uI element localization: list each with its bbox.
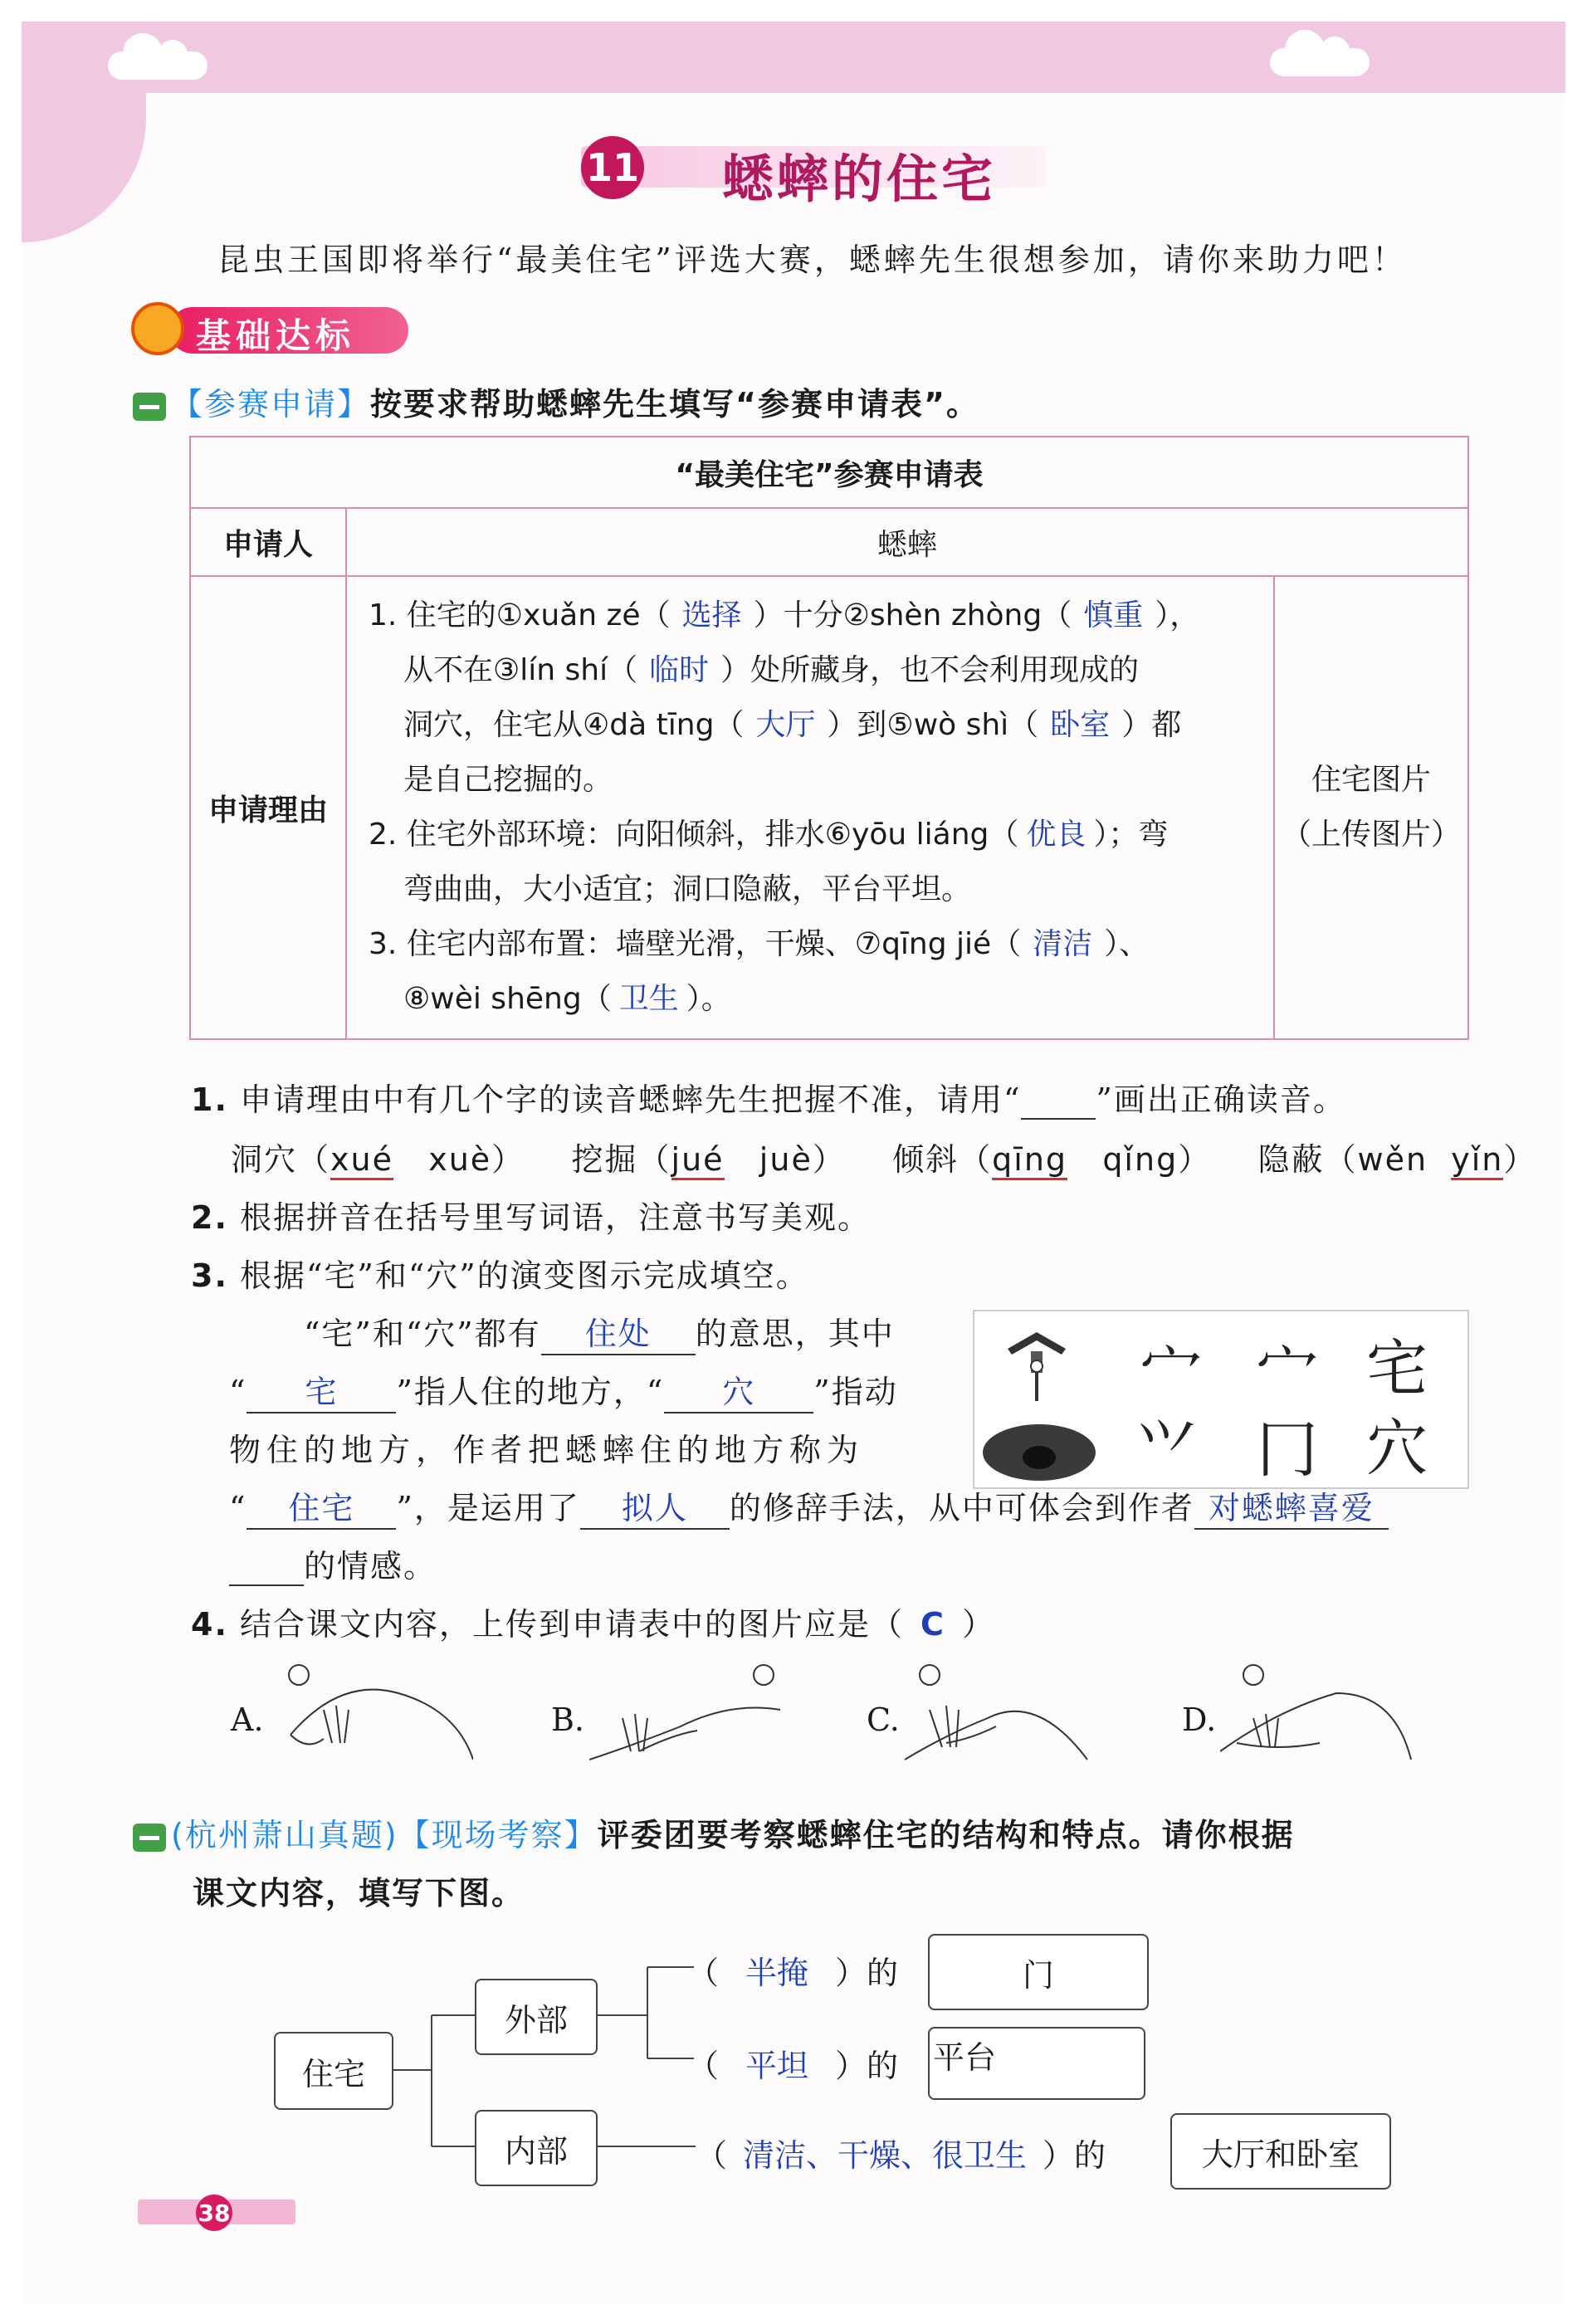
reason-text: 从不在③lín shí（ xyxy=(403,653,638,687)
q3-text: ”指动 xyxy=(813,1374,898,1410)
underline-sample xyxy=(1021,1081,1096,1120)
lesson-title: 蟋蟀的住宅 xyxy=(722,149,997,209)
ancient-zhai-1: ⼧ xyxy=(1140,1336,1202,1408)
picture-cell xyxy=(1274,576,1468,1039)
word-4: 隐蔽（wěn xyxy=(1257,1141,1428,1178)
medal-icon xyxy=(131,302,184,355)
question-1 xyxy=(191,1074,1346,1120)
word-3: 倾斜（ xyxy=(892,1141,993,1178)
page-number-badge xyxy=(138,2195,295,2228)
wrong-pinyin-1: xuè） xyxy=(428,1141,525,1178)
option-b-label: B. xyxy=(551,1702,585,1738)
answer-4: 大厅 xyxy=(755,708,816,742)
q3-answer-4: 住宅 xyxy=(247,1482,396,1530)
reason-text: 是自己挖掘的。 xyxy=(403,763,613,797)
door-box: 门 xyxy=(928,1934,1149,2010)
option-c-label: C. xyxy=(867,1702,900,1738)
reason-text: 洞穴，住宅从④dà tīng（ xyxy=(403,708,745,742)
reason-text: ）处所藏身，也不会利用现成的 xyxy=(720,653,1140,687)
correct-pinyin-3: qīng xyxy=(992,1141,1067,1180)
reason-text: ）；弯 xyxy=(1093,818,1169,852)
wrong-pinyin-2: juè） xyxy=(759,1141,846,1178)
reason-content xyxy=(346,576,1274,1039)
section-two-icon xyxy=(133,1824,166,1852)
section1-heading xyxy=(133,378,979,424)
correct-pinyin-2: jué xyxy=(671,1141,725,1180)
option-d-burrow-drawing xyxy=(1220,1660,1419,1768)
reason-text: 1. 住宅的①xuǎn zé（ xyxy=(369,598,671,632)
q3-text: “ xyxy=(229,1490,247,1526)
ancient-zhai-2: ⼧ xyxy=(1257,1336,1318,1408)
picture-note: （上传图片） xyxy=(1281,818,1461,852)
question-number: 3. xyxy=(191,1257,228,1294)
word-1: 洞穴（ xyxy=(231,1141,331,1178)
inner-box: 内部 xyxy=(475,2110,598,2186)
q3-text: “ xyxy=(229,1374,247,1410)
answer-3: 临时 xyxy=(649,653,710,687)
option-a-burrow-drawing xyxy=(274,1660,473,1768)
section-one-icon xyxy=(133,393,166,421)
question-number: 4. xyxy=(191,1606,228,1643)
cloud-decoration xyxy=(108,51,208,80)
q3-text: 的修辞手法，从中可体会到作者 xyxy=(729,1490,1194,1526)
house-pictogram xyxy=(1008,1332,1066,1401)
q3-text: 的意思，其中 xyxy=(695,1316,895,1352)
badge-label: 基础达标 xyxy=(196,315,356,356)
q3-line-3: 物住的地方，作者把蟋蟀住的地方称为 xyxy=(229,1432,865,1468)
root-box: 住宅 xyxy=(274,2032,393,2110)
cloud-decoration xyxy=(1270,48,1370,76)
option-b-burrow-drawing xyxy=(589,1660,789,1768)
question-number: 1. xyxy=(191,1081,228,1118)
reason-text: ）、 xyxy=(1104,927,1150,961)
answer-2: 慎重 xyxy=(1083,598,1144,632)
q3-text: ”指人住的地方，“ xyxy=(396,1374,665,1410)
paren-close: ）的 xyxy=(835,1955,899,1991)
q3-line-1 xyxy=(304,1308,895,1355)
section2-heading xyxy=(133,1809,1295,1855)
paren-close: ）的 xyxy=(835,2048,899,2084)
q3-answer-1: 住处 xyxy=(541,1308,696,1355)
badge-basic xyxy=(131,300,408,359)
platform-box: 平台 xyxy=(928,2027,1145,2100)
q3-text: 的情感。 xyxy=(304,1548,437,1584)
lesson-number: 11 xyxy=(581,136,644,199)
ancient-xue-2: ⼌ xyxy=(1257,1414,1318,1486)
option-a-label: A. xyxy=(231,1702,264,1738)
reason-label: 申请理由 xyxy=(190,576,346,1039)
cave-pictogram xyxy=(983,1424,1096,1481)
question-text: 结合课文内容，上传到申请表中的图片应是（ xyxy=(239,1606,904,1643)
answer-8: 卫生 xyxy=(618,982,679,1016)
word-2: 挖掘（ xyxy=(571,1141,671,1178)
reason-text: 3. 住宅内部布置：墙壁光滑，干燥、⑦qīng jié（ xyxy=(369,927,1022,961)
question-text: ”画出正确读音。 xyxy=(1096,1081,1346,1118)
word-4-close: ） xyxy=(1503,1141,1537,1178)
q4-answer: C xyxy=(920,1606,945,1643)
modern-xue: 穴 xyxy=(1366,1413,1428,1484)
applicant-label: 申请人 xyxy=(190,508,346,576)
q3-answer-3: 穴 xyxy=(664,1366,813,1413)
question-text: 根据拼音在括号里写词语，注意书写美观。 xyxy=(239,1199,871,1236)
question-4 xyxy=(191,1599,995,1644)
intro-text: 昆虫王国即将举行“最美住宅”评选大赛，蟋蟀先生很想参加，请你来助力吧！ xyxy=(217,242,1407,278)
q3-text: ”，是运用了 xyxy=(396,1490,580,1526)
reason-text: ⑧wèi shēng（ xyxy=(403,982,612,1016)
reason-text: ）， xyxy=(1155,598,1200,632)
wrong-pinyin-3: qǐng） xyxy=(1102,1141,1212,1178)
section1-instruction: 按要求帮助蟋蟀先生填写“参赛申请表”。 xyxy=(370,386,979,422)
branch-1-answer: 半掩 xyxy=(745,1955,809,1991)
section2-bracket: 【现场考察】 xyxy=(398,1817,598,1853)
question-text: 申请理由中有几个字的读音蟋蟀先生把握不准，请用“ xyxy=(239,1081,1022,1118)
outer-box: 外部 xyxy=(475,1979,598,2055)
q3-answer-2: 宅 xyxy=(247,1366,396,1413)
correct-pinyin-4: yǐn xyxy=(1451,1141,1503,1180)
question-number: 2. xyxy=(191,1199,228,1236)
q3-line-2 xyxy=(229,1366,898,1413)
q3-answer-6: 对蟋蟀喜爱 xyxy=(1194,1482,1389,1530)
blank-underline xyxy=(229,1548,304,1586)
application-table xyxy=(189,436,1469,1040)
section2-instruction-cont: 课文内容，填写下图。 xyxy=(193,1875,525,1911)
paren-open: （ xyxy=(687,2048,720,2084)
correct-pinyin-1: xué xyxy=(330,1141,393,1180)
paren-open: （ xyxy=(687,1955,720,1991)
ancient-xue-1: ⺍ xyxy=(1135,1414,1197,1486)
q3-answer-5: 拟人 xyxy=(580,1482,730,1530)
character-evolution-image xyxy=(973,1310,1469,1489)
rooms-box: 大厅和卧室 xyxy=(1170,2113,1391,2190)
paren-open: （ xyxy=(696,2137,728,2174)
branch-2 xyxy=(687,2040,898,2086)
table-title: “最美住宅”参赛申请表 xyxy=(190,437,1468,508)
option-d-label: D. xyxy=(1182,1702,1217,1738)
branch-2-answer: 平坦 xyxy=(745,2048,809,2084)
modern-zhai: 宅 xyxy=(1366,1333,1428,1404)
question-2 xyxy=(191,1192,871,1238)
answer-7: 清洁 xyxy=(1033,927,1093,961)
picture-label: 住宅图片 xyxy=(1311,763,1431,797)
option-c-burrow-drawing xyxy=(905,1660,1104,1768)
section1-bracket: 【参赛申请】 xyxy=(171,386,371,422)
q3-line-5 xyxy=(229,1540,437,1586)
page-number: 38 xyxy=(196,2195,232,2231)
answer-1: 选择 xyxy=(681,598,742,632)
question-text: ） xyxy=(962,1606,996,1643)
branch-3-answer: 清洁、干燥、很卫生 xyxy=(743,2137,1028,2174)
section2-source: (杭州萧山真题) xyxy=(171,1817,398,1853)
reason-text: 2. 住宅外部环境：向阳倾斜，排水⑥yōu liáng（ xyxy=(369,818,1019,852)
reason-text: ）到⑤wò shì（ xyxy=(827,708,1039,742)
section2-instruction: 评委团要考察蟋蟀住宅的结构和特点。请你根据 xyxy=(597,1817,1295,1853)
reason-text: ）都 xyxy=(1121,708,1182,742)
question-3 xyxy=(191,1250,809,1296)
branch-3 xyxy=(696,2130,1106,2175)
paren-close: ）的 xyxy=(1043,2137,1106,2174)
q3-text: “宅”和“穴”都有 xyxy=(304,1316,541,1352)
reason-text: ）。 xyxy=(686,982,731,1016)
branch-1 xyxy=(687,1947,898,1993)
applicant-value: 蟋蟀 xyxy=(346,508,1468,576)
question-text: 根据“宅”和“穴”的演变图示完成填空。 xyxy=(239,1257,809,1294)
question-1-options xyxy=(231,1134,1536,1179)
lesson-title-block xyxy=(581,133,1046,209)
answer-6: 优良 xyxy=(1026,818,1086,852)
reason-text: ）十分②shèn zhòng（ xyxy=(753,598,1072,632)
answer-5: 卧室 xyxy=(1050,708,1111,742)
reason-text: 弯曲曲，大小适宜；洞口隐蔽，平台平坦。 xyxy=(403,872,972,906)
